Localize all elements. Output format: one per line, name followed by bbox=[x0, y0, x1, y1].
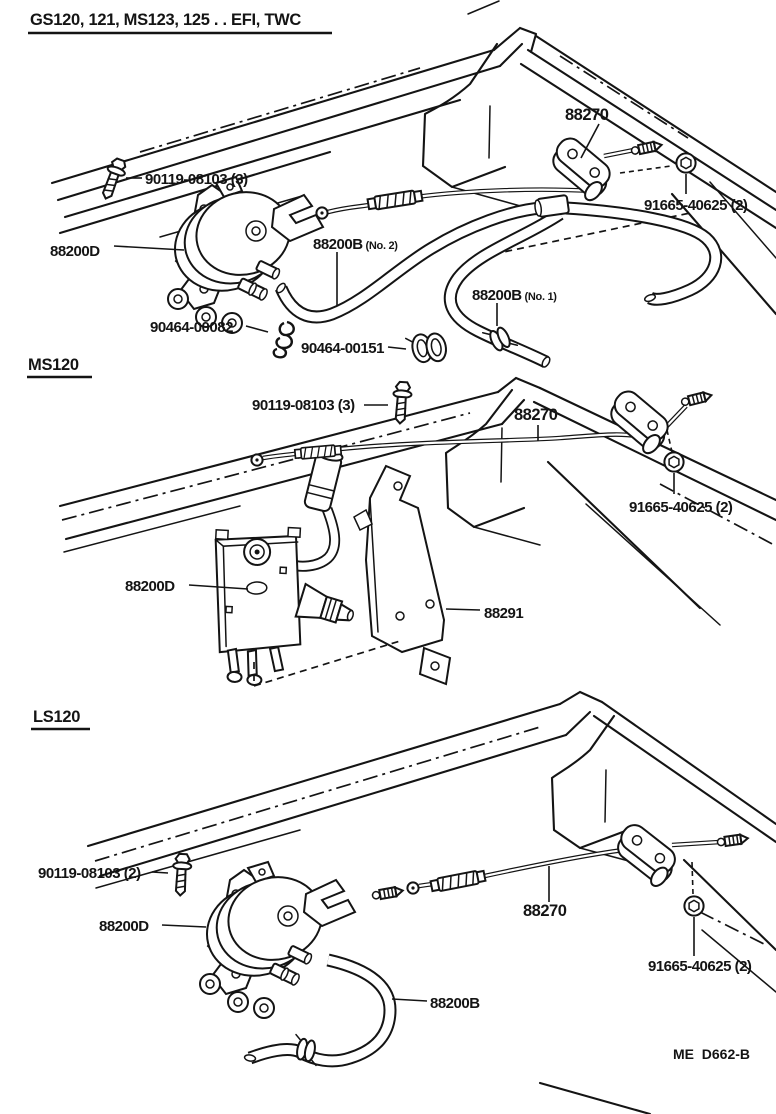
section-title: LS120 bbox=[33, 708, 81, 726]
nut-dashed-leader bbox=[692, 862, 693, 894]
label-cable: 88270 bbox=[514, 406, 558, 424]
bolt-icon bbox=[391, 381, 412, 424]
nut-icon bbox=[664, 452, 683, 471]
heater-hose-rear-drawing bbox=[566, 208, 716, 303]
label-bolt: 90119-08103 (2) bbox=[38, 865, 141, 882]
nut-dashed-leader bbox=[620, 166, 671, 173]
nut-icon bbox=[676, 153, 695, 172]
section-title: GS120, 121, MS123, 125 . . EFI, TWC bbox=[30, 11, 302, 29]
hose-clamp-icon bbox=[406, 330, 449, 367]
hose-connector-icon bbox=[534, 195, 569, 217]
label-cable: 88270 bbox=[565, 106, 609, 124]
drawing-code: ME D662-B bbox=[673, 1046, 751, 1062]
label-bolt: 90119-08103 (3) bbox=[145, 171, 248, 188]
label-clamp: 90464-00151 bbox=[301, 340, 384, 357]
label-cable: 88270 bbox=[523, 902, 567, 920]
control-cable-drawing bbox=[372, 820, 749, 900]
bracket-88291-drawing bbox=[354, 466, 450, 684]
label-hose-no1: 88200B (No. 1) bbox=[472, 287, 557, 304]
section-title: MS120 bbox=[28, 356, 79, 374]
wire-clip-icon bbox=[274, 322, 294, 357]
label-nut: 91665-40625 (2) bbox=[644, 197, 748, 214]
label-hose: 88200B bbox=[430, 995, 480, 1012]
label-actuator: 88200D bbox=[99, 918, 149, 935]
bolt-icon bbox=[172, 854, 192, 896]
actuator-drawing bbox=[196, 862, 355, 1018]
label-actuator: 88200D bbox=[50, 243, 100, 260]
section-gs120 bbox=[28, 1, 776, 368]
label-nut: 91665-40625 (2) bbox=[648, 958, 752, 975]
label-hose-no2: 88200B (No. 2) bbox=[313, 236, 398, 253]
label-bolt: 90119-08103 (3) bbox=[252, 397, 355, 414]
label-nut: 91665-40625 (2) bbox=[629, 499, 733, 516]
section-ms120 bbox=[27, 356, 776, 690]
nut-icon bbox=[684, 896, 703, 915]
label-clip: 90464-00082 bbox=[150, 319, 233, 336]
label-actuator: 88200D bbox=[125, 578, 175, 595]
section-ls120 bbox=[31, 692, 776, 1114]
label-bracket: 88291 bbox=[484, 605, 524, 622]
